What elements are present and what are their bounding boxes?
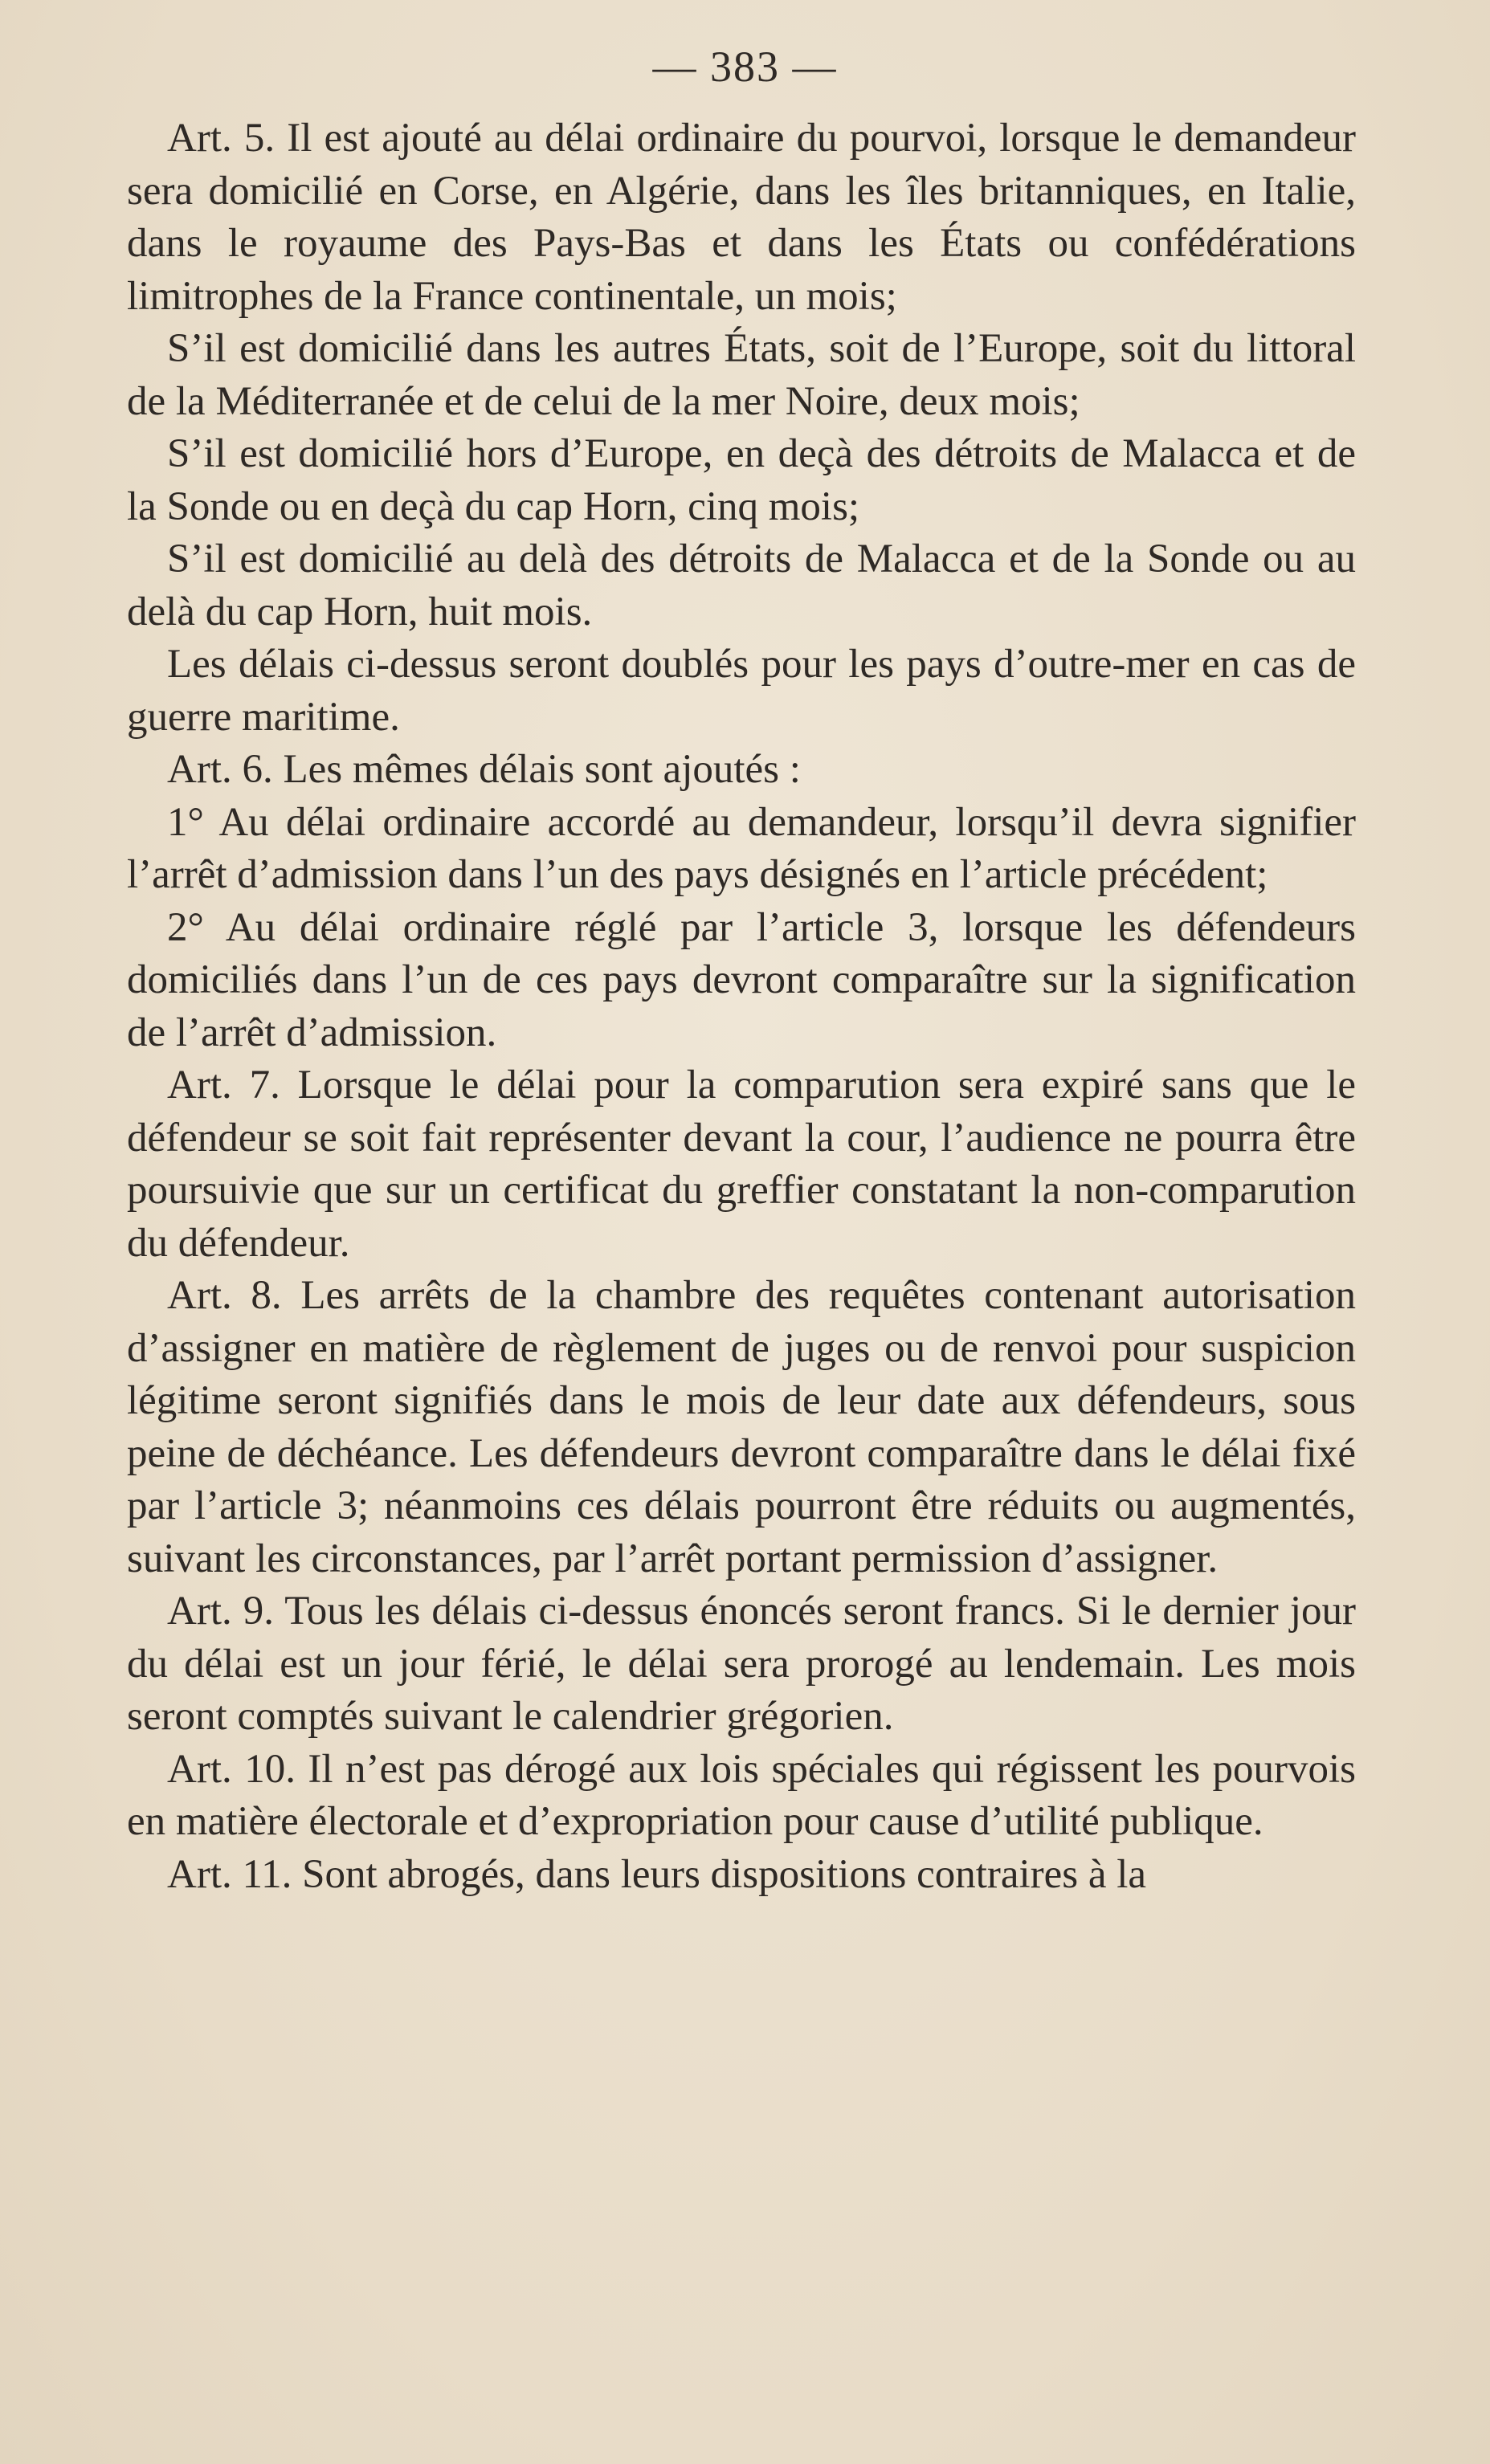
paragraph-art-6: Art. 6. Les mêmes délais sont ajoutés : — [167, 747, 801, 792]
paragraph-art-10: Art. 10. Il n’est pas dérogé aux lois spéciales qui régissent les pourvois en matière électorale et d’expropriation pour cause d’utilité publique. — [127, 1746, 1356, 1844]
paragraph-art-7: Art. 7. Lorsque le délai pour la comparution sera expiré sans que le défendeur se soit fait représenter devant la cour, l’audience ne pourra être poursuivie que sur un certificat du greffier constatant la non-comparution du défendeur. — [127, 1063, 1356, 1266]
paragraph-art-5: Art. 5. Il est ajouté au délai ordinaire du pourvoi, lorsque le demandeur sera domicilié en Corse, en Algérie, dans les îles britanniques, en Italie, dans le royaume des Pays-Bas et dans les États ou confédérations limitrophes de la France continentale, un mois; — [127, 116, 1356, 319]
paragraph-art-9: Art. 9. Tous les délais ci-dessus énoncés seront francs. Si le dernier jour du délai est un jour férié, le délai sera prorogé au lendemain. Les mois seront comptés suivant le calendrier grégorien. — [127, 1589, 1356, 1739]
paragraph-art-6-point-1: 1° Au délai ordinaire accordé au demandeur, lorsqu’il devra signifier l’arrêt d’admission dans l’un des pays désignés en l’article précédent; — [127, 799, 1356, 897]
paragraph-art-6-point-2: 2° Au délai ordinaire réglé par l’article 3, lorsque les défendeurs domiciliés dans l’un de ces pays devront comparaître sur la signification de l’arrêt d’admission. — [127, 904, 1356, 1055]
page-number: — 383 — — [652, 43, 838, 91]
paragraph-guerre-maritime: Les délais ci-dessus seront doublés pour les pays d’outre-mer en cas de guerre maritime. — [127, 642, 1356, 740]
paragraph-au-dela: S’il est domicilié au delà des détroits de Malacca et de la Sonde ou au delà du cap Horn, huit mois. — [127, 536, 1356, 634]
paragraph-autres-etats: S’il est domicilié dans les autres États, soit de l’Europe, soit du littoral de la Méditerranée et de celui de la mer Noire, deux mois; — [127, 326, 1356, 424]
page-body-text — [127, 112, 1356, 1901]
paragraph-hors-europe: S’il est domicilié hors d’Europe, en deçà des détroits de Malacca et de la Sonde ou en deçà du cap Horn, cinq mois; — [127, 431, 1356, 529]
paragraph-art-8: Art. 8. Les arrêts de la chambre des requêtes contenant autorisation d’assigner en matière de règlement de juges ou de renvoi pour suspicion légitime seront signifiés dans le mois de leur date aux défendeurs, sous peine de déchéance. Les défendeurs devront comparaître dans le délai fixé par l’article 3; néanmoins ces délais pourront être réduits ou augmentés, suivant les circonstances, par l’arrêt portant permission d’assigner. — [127, 1273, 1356, 1581]
paragraph-art-11: Art. 11. Sont abrogés, dans leurs dispositions contraires à la — [167, 1851, 1147, 1897]
